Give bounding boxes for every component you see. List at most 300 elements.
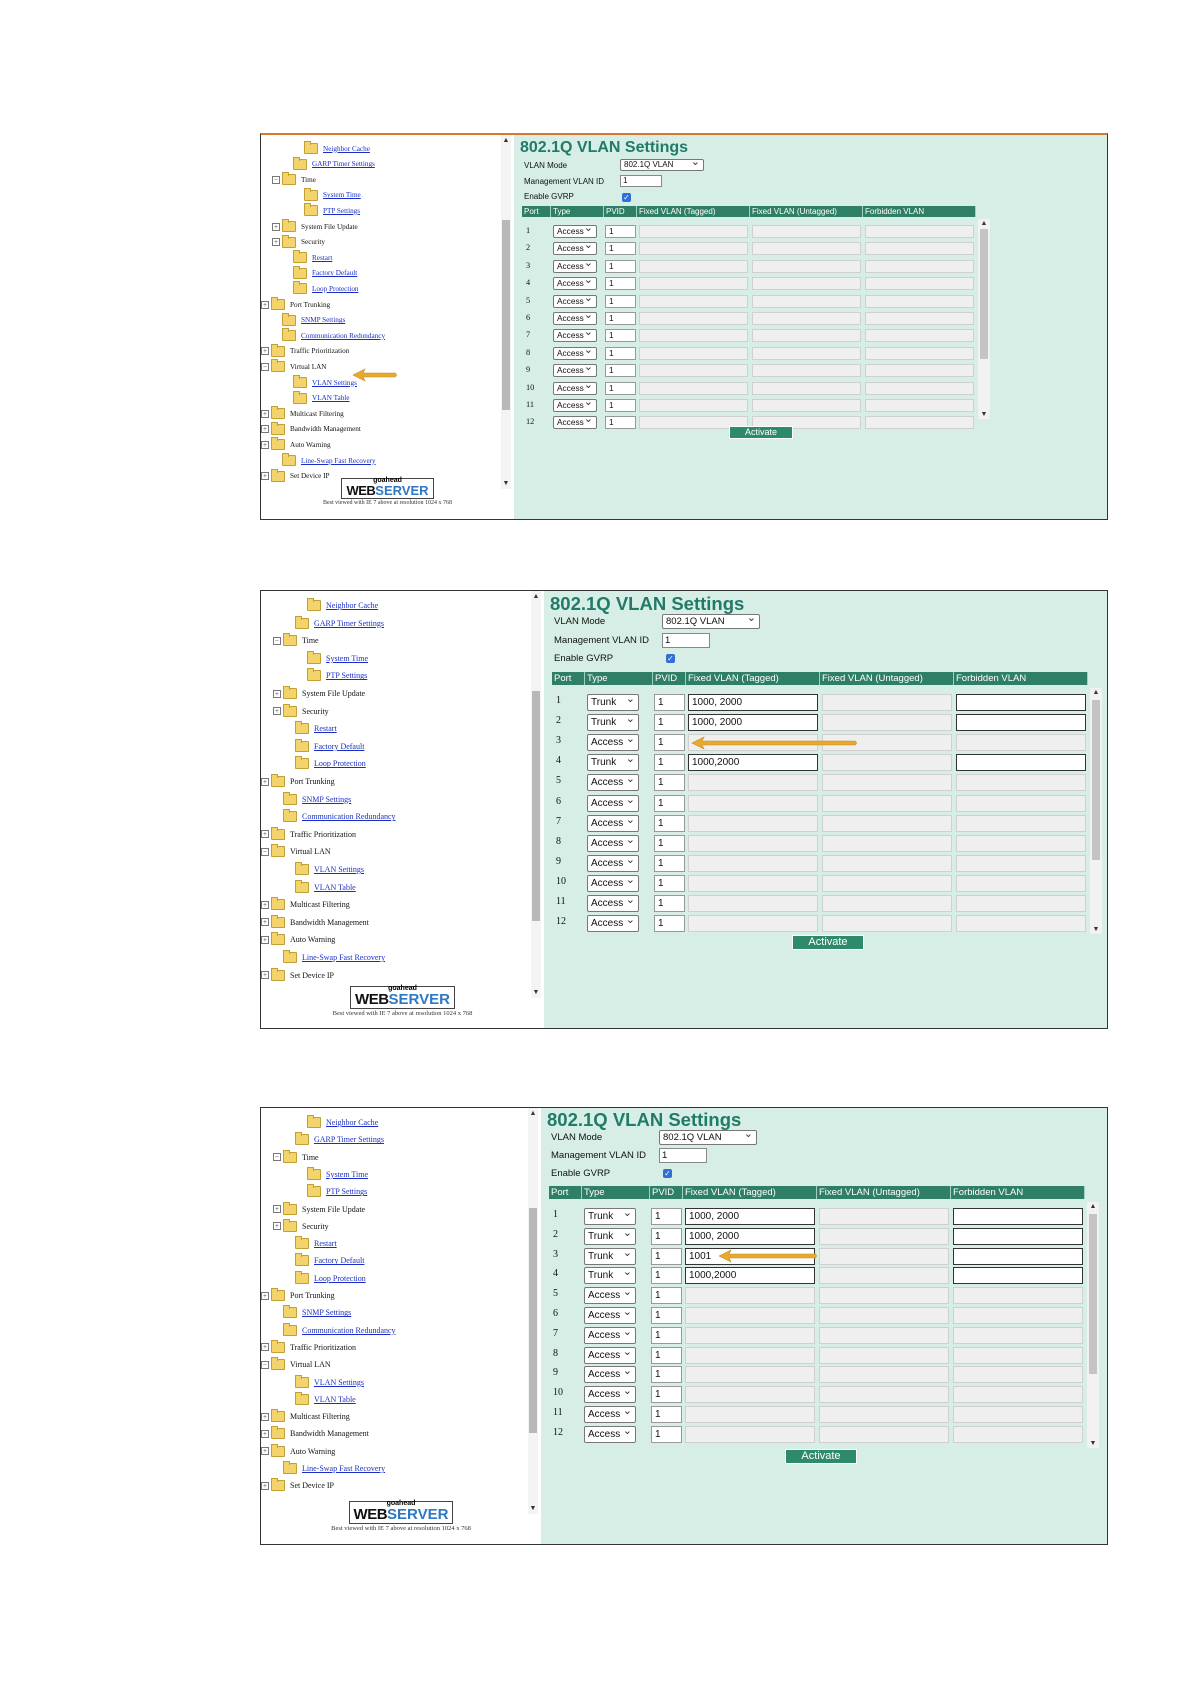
pvid-input[interactable]: 1 [654,734,685,751]
pvid-input[interactable]: 1 [651,1228,682,1245]
forbidden-vlan-input[interactable] [956,895,1086,912]
nav-scrollbar[interactable] [501,135,511,489]
port-type-select[interactable]: Trunk ⌄ [584,1208,636,1225]
expand-toggle-icon[interactable]: − [273,1153,281,1161]
vlan-mode-select[interactable]: 802.1Q VLAN ⌄ [620,159,704,171]
fixed-vlan-tagged-input[interactable] [639,260,748,273]
pvid-input[interactable]: 1 [605,312,636,325]
fixed-vlan-tagged-input[interactable] [685,1366,815,1383]
scroll-up-icon[interactable]: ▲ [502,137,510,144]
port-type-select[interactable]: Access ⌄ [584,1366,636,1383]
pvid-input[interactable]: 1 [654,795,685,812]
fixed-vlan-tagged-input[interactable] [685,1386,815,1403]
port-type-select[interactable]: Access ⌄ [587,774,639,791]
nav-item[interactable] [261,970,334,981]
fixed-vlan-tagged-input[interactable] [639,399,748,412]
nav-item-label[interactable]: PTP Settings [326,671,368,681]
nav-item-label[interactable]: GARP Timer Settings [314,1135,384,1145]
pvid-input[interactable]: 1 [605,295,636,308]
nav-item[interactable] [297,670,367,681]
expand-toggle-icon[interactable]: + [272,223,280,231]
nav-item[interactable] [285,864,364,875]
fixed-vlan-untagged-input[interactable] [819,1267,949,1284]
forbidden-vlan-input[interactable] [953,1327,1083,1344]
forbidden-vlan-input[interactable] [865,347,974,360]
port-type-select[interactable]: Access ⌄ [553,347,597,360]
pvid-input[interactable]: 1 [654,694,685,711]
forbidden-vlan-input[interactable] [956,774,1086,791]
nav-item-label[interactable]: Loop Protection [314,759,366,769]
fixed-vlan-tagged-input[interactable] [688,835,818,852]
port-type-select[interactable]: Access ⌄ [584,1287,636,1304]
fixed-vlan-untagged-input[interactable] [752,329,861,342]
forbidden-vlan-input[interactable] [865,277,974,290]
nav-item[interactable] [261,1411,350,1422]
nav-item[interactable] [261,346,349,357]
port-type-select[interactable]: Access ⌄ [584,1406,636,1423]
nav-item-label[interactable]: VLAN Table [314,882,356,892]
nav-item[interactable] [273,1204,365,1215]
nav-item-label[interactable]: Line-Swap Fast Recovery [301,456,376,465]
fixed-vlan-untagged-input[interactable] [752,242,861,255]
nav-item-label[interactable]: PTP Settings [326,1187,368,1197]
fixed-vlan-untagged-input[interactable] [822,815,952,832]
nav-item[interactable] [294,190,361,201]
nav-item[interactable] [261,439,331,450]
expand-toggle-icon[interactable]: + [261,901,269,909]
pvid-input[interactable]: 1 [654,774,685,791]
fixed-vlan-tagged-input[interactable] [685,1307,815,1324]
nav-item[interactable] [294,205,360,216]
nav-item-label[interactable]: System Time [326,653,369,663]
nav-item[interactable] [261,917,369,928]
nav-item[interactable] [297,653,368,664]
pvid-input[interactable]: 1 [651,1307,682,1324]
nav-item-label[interactable]: Factory Default [314,741,365,751]
forbidden-vlan-input[interactable] [865,312,974,325]
forbidden-vlan-input[interactable] [956,815,1086,832]
pvid-input[interactable]: 1 [605,416,636,429]
nav-item-label[interactable]: Factory Default [312,269,358,278]
pvid-input[interactable]: 1 [651,1287,682,1304]
scroll-up-icon[interactable]: ▲ [529,1110,537,1117]
fixed-vlan-tagged-input[interactable] [688,875,818,892]
pvid-input[interactable]: 1 [605,329,636,342]
forbidden-vlan-input[interactable] [865,295,974,308]
fixed-vlan-untagged-input[interactable] [822,714,952,731]
port-type-select[interactable]: Trunk ⌄ [587,694,639,711]
nav-item-label[interactable]: GARP Timer Settings [312,160,375,169]
port-type-select[interactable]: Trunk ⌄ [584,1248,636,1265]
pvid-input[interactable]: 1 [651,1406,682,1423]
nav-scrollbar-thumb[interactable] [529,1208,537,1433]
expand-toggle-icon[interactable]: − [261,1361,269,1369]
table-scrollbar[interactable] [1090,688,1102,934]
nav-item-label[interactable]: VLAN Settings [314,865,364,874]
pvid-input[interactable]: 1 [605,399,636,412]
forbidden-vlan-input[interactable] [865,329,974,342]
port-type-select[interactable]: Access ⌄ [584,1307,636,1324]
port-type-select[interactable]: Access ⌄ [587,855,639,872]
fixed-vlan-untagged-input[interactable] [752,312,861,325]
fixed-vlan-untagged-input[interactable] [819,1307,949,1324]
fixed-vlan-tagged-input[interactable]: 1000, 2000 [688,694,818,711]
pvid-input[interactable]: 1 [651,1248,682,1265]
nav-item-label[interactable]: SNMP Settings [302,1308,352,1318]
scroll-down-icon[interactable]: ▼ [502,480,510,487]
nav-item[interactable] [283,252,332,263]
expand-toggle-icon[interactable]: + [261,778,269,786]
forbidden-vlan-input[interactable] [953,1248,1083,1265]
pvid-input[interactable]: 1 [651,1267,682,1284]
nav-item[interactable] [261,361,327,372]
nav-item-label[interactable]: System Time [323,191,361,200]
expand-toggle-icon[interactable]: + [261,830,269,838]
nav-item[interactable] [272,330,385,341]
pvid-input[interactable]: 1 [605,364,636,377]
port-type-select[interactable]: Access ⌄ [587,815,639,832]
nav-item-label[interactable]: Neighbor Cache [326,601,379,610]
port-type-select[interactable]: Access ⌄ [584,1327,636,1344]
forbidden-vlan-input[interactable] [956,694,1086,711]
port-type-select[interactable]: Access ⌄ [584,1386,636,1403]
nav-item[interactable] [273,1307,351,1318]
forbidden-vlan-input[interactable] [956,855,1086,872]
port-type-select[interactable]: Access ⌄ [553,295,597,308]
scroll-up-icon[interactable]: ▲ [532,593,540,600]
forbidden-vlan-input[interactable] [956,714,1086,731]
scroll-down-icon[interactable]: ▼ [532,989,540,996]
forbidden-vlan-input[interactable] [953,1267,1083,1284]
pvid-input[interactable]: 1 [654,915,685,932]
port-type-select[interactable]: Access ⌄ [584,1426,636,1443]
nav-item-label[interactable]: VLAN Settings [314,1377,364,1387]
nav-item[interactable] [273,952,385,963]
pvid-input[interactable]: 1 [654,855,685,872]
scroll-down-icon[interactable]: ▼ [980,411,988,418]
fixed-vlan-untagged-input[interactable] [822,875,952,892]
forbidden-vlan-input[interactable] [953,1208,1083,1225]
port-type-select[interactable]: Access ⌄ [553,416,597,429]
fixed-vlan-untagged-input[interactable] [752,295,861,308]
fixed-vlan-tagged-input[interactable] [639,225,748,238]
fixed-vlan-tagged-input[interactable] [685,1327,815,1344]
nav-item[interactable] [273,1221,329,1232]
nav-item-label[interactable]: VLAN Table [312,394,350,403]
forbidden-vlan-input[interactable] [953,1287,1083,1304]
fixed-vlan-tagged-input[interactable] [639,295,748,308]
expand-toggle-icon[interactable]: − [272,176,280,184]
fixed-vlan-tagged-input[interactable] [688,795,818,812]
pvid-input[interactable]: 1 [651,1347,682,1364]
pvid-input[interactable]: 1 [651,1208,682,1225]
pvid-input[interactable]: 1 [651,1327,682,1344]
expand-toggle-icon[interactable]: + [261,301,269,309]
expand-toggle-icon[interactable]: + [261,971,269,979]
fixed-vlan-tagged-input[interactable]: 1000, 2000 [688,714,818,731]
fixed-vlan-untagged-input[interactable] [822,774,952,791]
expand-toggle-icon[interactable]: + [261,347,269,355]
nav-item-label[interactable]: SNMP Settings [301,316,346,325]
pvid-input[interactable]: 1 [654,754,685,771]
pvid-input[interactable]: 1 [654,875,685,892]
nav-item-label[interactable]: Communication Redundancy [302,1325,396,1335]
forbidden-vlan-input[interactable] [953,1386,1083,1403]
pvid-input[interactable]: 1 [651,1366,682,1383]
fixed-vlan-untagged-input[interactable] [819,1386,949,1403]
forbidden-vlan-input[interactable] [865,364,974,377]
fixed-vlan-untagged-input[interactable] [822,855,952,872]
fixed-vlan-untagged-input[interactable] [752,347,861,360]
fixed-vlan-tagged-input[interactable] [688,815,818,832]
fixed-vlan-untagged-input[interactable] [822,835,952,852]
expand-toggle-icon[interactable]: − [261,848,269,856]
fixed-vlan-untagged-input[interactable] [822,895,952,912]
expand-toggle-icon[interactable]: + [273,690,281,698]
port-type-select[interactable]: Access ⌄ [587,795,639,812]
forbidden-vlan-input[interactable] [956,734,1086,751]
port-type-select[interactable]: Access ⌄ [553,399,597,412]
expand-toggle-icon[interactable]: + [261,441,269,449]
port-type-select[interactable]: Access ⌄ [553,329,597,342]
expand-toggle-icon[interactable]: + [273,707,281,715]
nav-item[interactable] [261,1428,369,1439]
nav-item-label[interactable]: Factory Default [314,1256,365,1266]
fixed-vlan-untagged-input[interactable] [752,277,861,290]
nav-item[interactable] [285,723,337,734]
fixed-vlan-untagged-input[interactable] [822,795,952,812]
nav-item[interactable] [283,159,375,170]
nav-item[interactable] [273,811,396,822]
nav-item[interactable] [261,829,356,840]
nav-item[interactable] [285,1394,356,1405]
scroll-up-icon[interactable]: ▲ [1092,689,1100,696]
pvid-input[interactable]: 1 [654,714,685,731]
fixed-vlan-untagged-input[interactable] [819,1287,949,1304]
pvid-input[interactable]: 1 [651,1386,682,1403]
expand-toggle-icon[interactable]: + [261,1343,269,1351]
nav-item[interactable] [294,143,370,154]
port-type-select[interactable]: Access ⌄ [587,734,639,751]
nav-item[interactable] [261,299,330,310]
nav-item[interactable] [297,600,378,611]
nav-item[interactable] [261,899,350,910]
nav-item-label[interactable]: Restart [314,724,337,734]
pvid-input[interactable]: 1 [605,260,636,273]
forbidden-vlan-input[interactable] [865,382,974,395]
gvrp-checkbox[interactable]: ✓ [623,193,630,202]
fixed-vlan-tagged-input[interactable] [685,1347,815,1364]
scroll-up-icon[interactable]: ▲ [1089,1203,1097,1210]
nav-item-label[interactable]: GARP Timer Settings [314,618,384,628]
fixed-vlan-tagged-input[interactable]: 1000, 2000 [685,1228,815,1245]
fixed-vlan-untagged-input[interactable] [819,1406,949,1423]
forbidden-vlan-input[interactable] [956,875,1086,892]
nav-item-label[interactable]: Neighbor Cache [323,144,370,153]
port-type-select[interactable]: Access ⌄ [587,875,639,892]
nav-item[interactable] [285,1377,364,1388]
nav-item[interactable] [297,1117,378,1128]
forbidden-vlan-input[interactable] [953,1307,1083,1324]
fixed-vlan-tagged-input[interactable] [688,915,818,932]
fixed-vlan-tagged-input[interactable] [688,855,818,872]
table-scrollbar-thumb[interactable] [1089,1214,1097,1374]
port-type-select[interactable]: Access ⌄ [553,382,597,395]
nav-item[interactable] [261,1359,331,1370]
nav-item-label[interactable]: SNMP Settings [302,794,352,804]
nav-item[interactable] [272,237,325,248]
pvid-input[interactable]: 1 [654,835,685,852]
nav-item[interactable] [285,1255,364,1266]
fixed-vlan-tagged-input[interactable]: 1000,2000 [685,1267,815,1284]
expand-toggle-icon[interactable]: + [261,1447,269,1455]
nav-item-label[interactable]: Restart [314,1239,337,1249]
nav-item-label[interactable]: VLAN Table [314,1394,356,1404]
nav-item[interactable] [285,882,356,893]
scroll-up-icon[interactable]: ▲ [980,220,988,227]
pvid-input[interactable]: 1 [654,815,685,832]
forbidden-vlan-input[interactable] [953,1228,1083,1245]
nav-item[interactable] [283,268,357,279]
fixed-vlan-untagged-input[interactable] [819,1426,949,1443]
nav-item[interactable] [273,635,319,646]
nav-item[interactable] [285,618,384,629]
forbidden-vlan-input[interactable] [956,835,1086,852]
port-type-select[interactable]: Access ⌄ [553,225,597,238]
forbidden-vlan-input[interactable] [953,1347,1083,1364]
forbidden-vlan-input[interactable] [956,754,1086,771]
scroll-down-icon[interactable]: ▼ [529,1505,537,1512]
forbidden-vlan-input[interactable] [865,225,974,238]
scroll-down-icon[interactable]: ▼ [1089,1440,1097,1447]
pvid-input[interactable]: 1 [605,382,636,395]
fixed-vlan-tagged-input[interactable] [639,347,748,360]
scroll-down-icon[interactable]: ▼ [1092,926,1100,933]
nav-item[interactable] [273,794,351,805]
vlan-mode-select[interactable]: 802.1Q VLAN ⌄ [659,1130,757,1145]
fixed-vlan-untagged-input[interactable] [819,1248,949,1265]
pvid-input[interactable]: 1 [605,277,636,290]
forbidden-vlan-input[interactable] [865,399,974,412]
nav-item[interactable] [273,1152,319,1163]
nav-item[interactable] [261,1446,335,1457]
nav-item[interactable] [261,846,331,857]
port-type-select[interactable]: Access ⌄ [587,835,639,852]
nav-item[interactable] [297,1186,367,1197]
fixed-vlan-tagged-input[interactable]: 1000,2000 [688,754,818,771]
fixed-vlan-untagged-input[interactable] [819,1347,949,1364]
nav-item[interactable] [261,424,361,435]
nav-item[interactable] [283,377,357,388]
port-type-select[interactable]: Trunk ⌄ [584,1267,636,1284]
fixed-vlan-tagged-input[interactable] [685,1426,815,1443]
fixed-vlan-untagged-input[interactable] [752,364,861,377]
pvid-input[interactable]: 1 [605,347,636,360]
forbidden-vlan-input[interactable] [953,1366,1083,1383]
expand-toggle-icon[interactable]: + [261,1430,269,1438]
fixed-vlan-untagged-input[interactable] [822,694,952,711]
fixed-vlan-tagged-input[interactable] [639,364,748,377]
pvid-input[interactable]: 1 [651,1426,682,1443]
nav-item[interactable] [261,1342,356,1353]
activate-button[interactable]: Activate [785,1449,857,1464]
nav-item[interactable] [261,934,335,945]
fixed-vlan-untagged-input[interactable] [819,1228,949,1245]
table-scrollbar-thumb[interactable] [980,229,988,359]
nav-item[interactable] [272,315,345,326]
port-type-select[interactable]: Access ⌄ [584,1347,636,1364]
nav-item[interactable] [285,1238,337,1249]
fixed-vlan-tagged-input[interactable] [688,895,818,912]
port-type-select[interactable]: Access ⌄ [553,364,597,377]
fixed-vlan-tagged-input[interactable] [685,1287,815,1304]
table-scrollbar-thumb[interactable] [1092,700,1100,860]
gvrp-checkbox[interactable]: ✓ [664,1169,671,1178]
nav-item-label[interactable]: Neighbor Cache [326,1118,379,1127]
fixed-vlan-tagged-input[interactable] [688,774,818,791]
nav-item-label[interactable]: System Time [326,1169,369,1179]
fixed-vlan-tagged-input[interactable]: 1001 [685,1248,815,1265]
nav-item[interactable] [283,283,359,294]
nav-item-label[interactable]: Communication Redundancy [301,331,386,340]
fixed-vlan-untagged-input[interactable] [822,915,952,932]
port-type-select[interactable]: Access ⌄ [587,915,639,932]
forbidden-vlan-input[interactable] [865,260,974,273]
fixed-vlan-untagged-input[interactable] [822,754,952,771]
nav-item[interactable] [261,1290,335,1301]
nav-item-label[interactable]: VLAN Settings [312,378,357,387]
nav-item[interactable] [272,221,358,232]
gvrp-checkbox[interactable]: ✓ [667,654,674,663]
nav-item-label[interactable]: Communication Redundancy [302,812,396,822]
nav-item[interactable] [261,1480,334,1491]
table-scrollbar[interactable] [978,219,990,419]
nav-item-label[interactable]: Loop Protection [312,284,359,293]
nav-item-label[interactable]: Line-Swap Fast Recovery [302,1464,386,1473]
expand-toggle-icon[interactable]: + [261,410,269,418]
expand-toggle-icon[interactable]: + [272,238,280,246]
fixed-vlan-tagged-input[interactable] [639,329,748,342]
fixed-vlan-untagged-input[interactable] [752,382,861,395]
management-vlan-input[interactable]: 1 [659,1148,707,1163]
pvid-input[interactable]: 1 [605,225,636,238]
fixed-vlan-tagged-input[interactable]: 1000, 2000 [685,1208,815,1225]
expand-toggle-icon[interactable]: + [261,1292,269,1300]
port-type-select[interactable]: Trunk ⌄ [584,1228,636,1245]
forbidden-vlan-input[interactable] [953,1426,1083,1443]
expand-toggle-icon[interactable]: − [261,363,269,371]
nav-item[interactable] [285,1134,384,1145]
nav-item[interactable] [273,1463,385,1474]
expand-toggle-icon[interactable]: + [273,1222,281,1230]
fixed-vlan-tagged-input[interactable] [639,312,748,325]
activate-button[interactable]: Activate [729,426,793,439]
fixed-vlan-untagged-input[interactable] [819,1208,949,1225]
nav-item[interactable] [297,1169,368,1180]
nav-scrollbar-thumb[interactable] [532,691,540,921]
nav-scrollbar[interactable] [531,591,541,998]
fixed-vlan-untagged-input[interactable] [752,399,861,412]
fixed-vlan-untagged-input[interactable] [819,1327,949,1344]
expand-toggle-icon[interactable]: + [261,425,269,433]
fixed-vlan-tagged-input[interactable] [639,242,748,255]
port-type-select[interactable]: Access ⌄ [553,277,597,290]
expand-toggle-icon[interactable]: + [261,918,269,926]
port-type-select[interactable]: Access ⌄ [553,260,597,273]
fixed-vlan-tagged-input[interactable] [639,382,748,395]
forbidden-vlan-input[interactable] [865,242,974,255]
nav-item-label[interactable]: Restart [312,253,333,262]
